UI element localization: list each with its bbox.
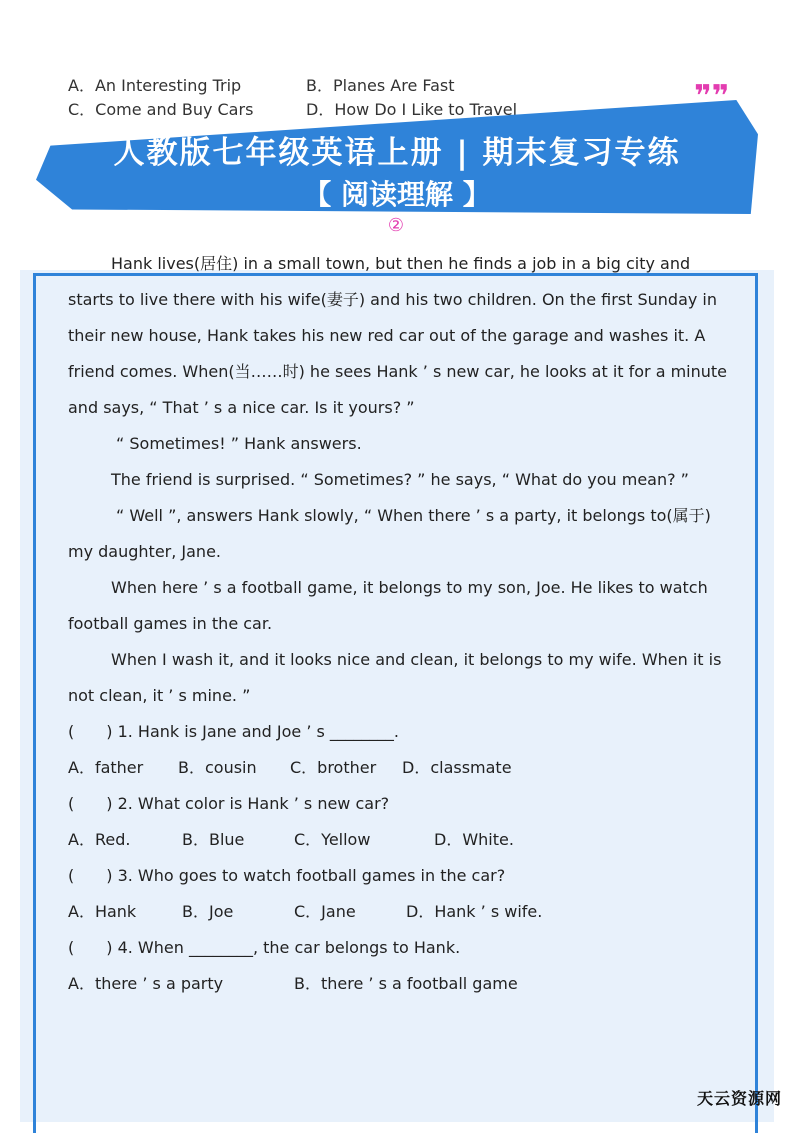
passage-paragraph: When here ’ s a football game, it belongs to my son, Joe. He likes to watch football games in the car. [68, 578, 708, 633]
passage-paragraph: The friend is surprised. “ Sometimes? ” he says, “ What do you mean? ” [111, 470, 689, 489]
option-b: B．there ’ s a football game [294, 974, 518, 993]
option-d: D．How Do I Like to Travel [306, 100, 518, 119]
previous-question-options [68, 74, 568, 122]
option-a: A．father [68, 758, 144, 777]
question-options [68, 822, 728, 858]
banner-subtitle: 【 阅读理解 】 [303, 178, 491, 211]
question-stem: ( ) 4. When ________, the car belongs to Hank. [68, 938, 461, 957]
option-a: A．there ’ s a party [68, 974, 224, 993]
option-a: A．Hank [68, 902, 137, 921]
passage-paragraph: Hank lives(居住) in a small town, but then he finds a job in a big city and starts to live there with his wife(妻子) and his two children. On the first Sunday in their new house, Hank takes his new red car out of the garage and washes it. A friend comes. When(当……时) he sees Hank ’ s new car, he looks at it for a minute and says, “ That ’ s a nice car. Is it yours? ” [68, 254, 728, 417]
option-d: D．White. [434, 830, 514, 849]
option-c: C．Jane [294, 902, 356, 921]
option-a: A．Red. [68, 830, 131, 849]
question-stem: ( ) 1. Hank is Jane and Joe ’ s ________. [68, 722, 400, 741]
question-options [68, 894, 728, 930]
question-stem: ( ) 3. Who goes to watch football games in the car? [68, 866, 506, 885]
section-number: ② [387, 215, 405, 236]
passage-paragraph: “ Well ”, answers Hank slowly, “ When there ’ s a party, it belongs to(属于) my daughter, Jane. [68, 506, 711, 561]
option-c: C．Come and Buy Cars [68, 100, 254, 119]
passage-paragraph: When I wash it, and it looks nice and clean, it belongs to my wife. When it is not clean, it ’ s mine. ” [68, 650, 722, 705]
options-row [68, 74, 568, 98]
option-b: B．Planes Are Fast [306, 76, 455, 95]
option-a: A．An Interesting Trip [68, 76, 242, 95]
option-d: D．Hank ’ s wife. [406, 902, 543, 921]
passage-paragraph: “ Sometimes! ” Hank answers. [116, 434, 362, 453]
option-c: C．brother [290, 758, 377, 777]
option-b: B．cousin [178, 758, 257, 777]
question-options [68, 966, 728, 1002]
question-stem: ( ) 2. What color is Hank ’ s new car? [68, 794, 390, 813]
quote-decoration-icon: ❞❞ [694, 79, 730, 114]
option-b: B．Blue [182, 830, 245, 849]
watermark-logo: 天云资源网 [697, 1089, 783, 1108]
option-d: D．classmate [402, 758, 512, 777]
reading-content [68, 246, 728, 1002]
option-b: B．Joe [182, 902, 234, 921]
question-options [68, 750, 728, 786]
banner-title: 人教版七年级英语上册 | 期末复习专练 [113, 135, 681, 171]
option-c: C．Yellow [294, 830, 371, 849]
